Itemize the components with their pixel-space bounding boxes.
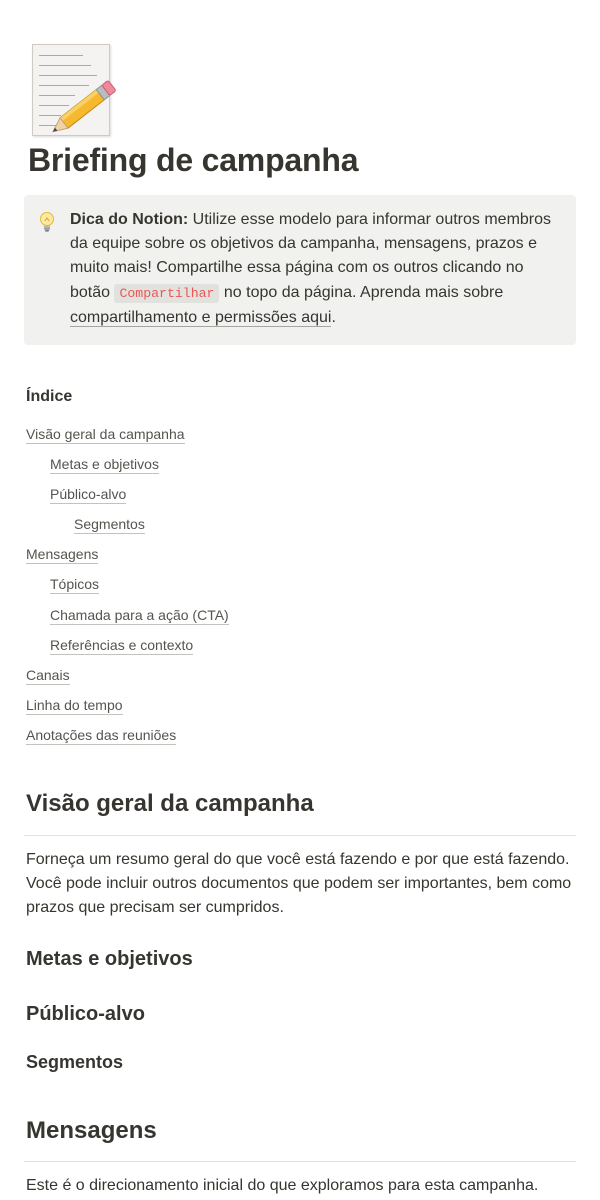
callout-text-part: . — [331, 308, 336, 326]
callout-text — [70, 208, 562, 330]
toc-item-canais[interactable]: Canais — [26, 667, 70, 683]
heading-divider — [24, 835, 576, 836]
toc-item-cta[interactable]: Chamada para a ação (CTA) — [50, 607, 229, 623]
light-bulb-icon — [38, 211, 56, 233]
toc-heading: Índice — [26, 388, 73, 405]
toc-item-visao-geral[interactable]: Visão geral da campanha — [26, 426, 185, 442]
toc-item-topicos[interactable]: Tópicos — [50, 576, 100, 592]
notion-tip-callout — [24, 195, 576, 345]
sharing-permissions-link[interactable]: compartilhamento e permissões aqui — [70, 308, 332, 326]
overview-paragraph[interactable]: Forneça um resumo geral do que você está fazendo e por que está fazendo. Você pode incluir outros documentos que podem ser importantes, bem como prazos que precisam ser cumpridos. — [26, 851, 572, 916]
heading-segmentos[interactable]: Segmentos — [26, 1052, 124, 1072]
toc-item-referencias[interactable]: Referências e contexto — [50, 637, 194, 653]
callout-text-part: Utilize esse modelo para informar outros membros da equipe sobre os objetivos da campanha, mensagens, prazos e muito mais! Compartilhe essa página com os outros clicando no botão — [70, 211, 552, 301]
share-button-code: Compartilhar — [114, 284, 219, 303]
toc-item-metas[interactable]: Metas e objetivos — [50, 456, 159, 472]
heading-divider — [24, 1161, 576, 1162]
page-title[interactable]: Briefing de campanha — [28, 142, 359, 178]
toc-item-segmentos[interactable]: Segmentos — [74, 516, 145, 532]
toc-item-publico-alvo[interactable]: Público-alvo — [50, 486, 127, 502]
heading-visao-geral[interactable]: Visão geral da campanha — [26, 790, 314, 817]
toc-item-mensagens[interactable]: Mensagens — [26, 546, 99, 562]
heading-publico-alvo[interactable]: Público-alvo — [26, 1003, 145, 1025]
messages-paragraph[interactable]: Este é o direcionamento inicial do que exploramos para esta campanha. — [26, 1177, 539, 1194]
callout-text-part: no topo da página. Aprenda mais sobre — [219, 283, 504, 301]
memo-icon[interactable] — [32, 44, 112, 136]
heading-metas[interactable]: Metas e objetivos — [26, 948, 193, 970]
toc-item-linha-do-tempo[interactable]: Linha do tempo — [26, 697, 123, 713]
callout-bold-label: Dica do Notion: — [70, 211, 189, 228]
pencil-icon — [50, 76, 120, 136]
toc-item-anotacoes[interactable]: Anotações das reuniões — [26, 727, 177, 743]
heading-mensagens[interactable]: Mensagens — [26, 1117, 157, 1144]
